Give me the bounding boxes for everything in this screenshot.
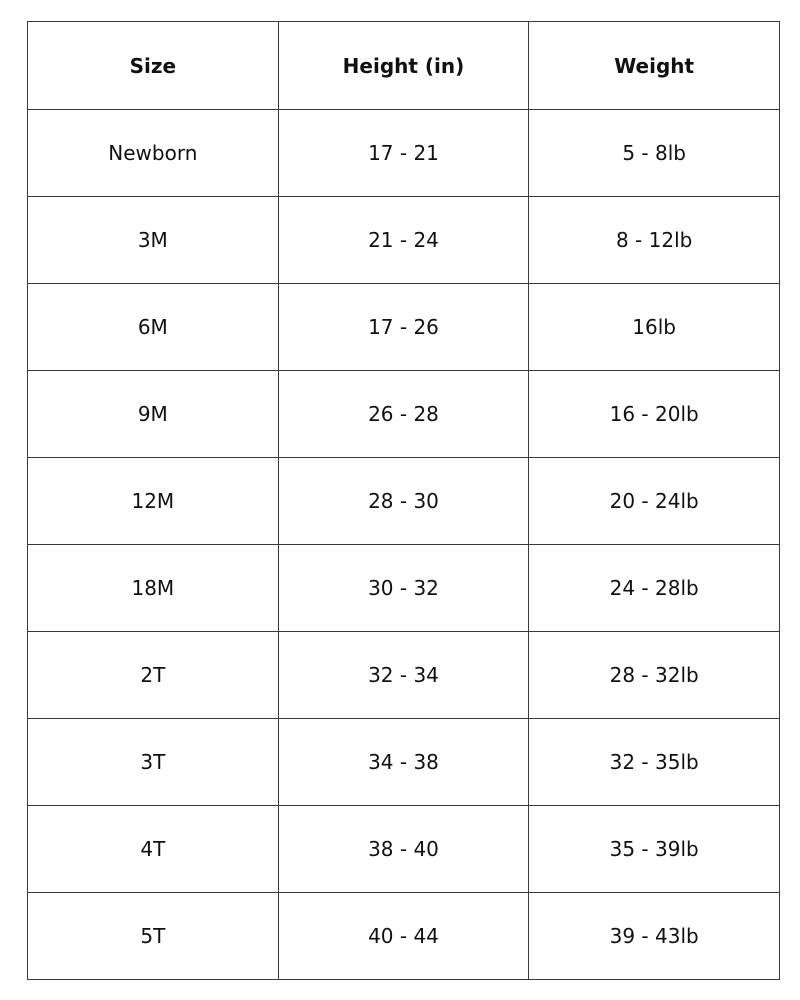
table-row xyxy=(28,806,780,893)
cell-weight: 35 - 39lb xyxy=(529,806,780,893)
cell-height: 40 - 44 xyxy=(278,893,529,980)
cell-size: 9M xyxy=(28,371,279,458)
table-row xyxy=(28,719,780,806)
table-row xyxy=(28,545,780,632)
cell-size: 5T xyxy=(28,893,279,980)
header-size: Size xyxy=(28,22,279,110)
cell-height: 32 - 34 xyxy=(278,632,529,719)
cell-weight: 16lb xyxy=(529,284,780,371)
cell-weight: 28 - 32lb xyxy=(529,632,780,719)
cell-height: 28 - 30 xyxy=(278,458,529,545)
header-weight: Weight xyxy=(529,22,780,110)
cell-height: 21 - 24 xyxy=(278,197,529,284)
cell-weight: 8 - 12lb xyxy=(529,197,780,284)
cell-weight: 20 - 24lb xyxy=(529,458,780,545)
size-chart-table xyxy=(27,21,780,980)
table-row xyxy=(28,893,780,980)
cell-height: 30 - 32 xyxy=(278,545,529,632)
cell-height: 38 - 40 xyxy=(278,806,529,893)
cell-size: 18M xyxy=(28,545,279,632)
cell-weight: 5 - 8lb xyxy=(529,110,780,197)
cell-height: 17 - 26 xyxy=(278,284,529,371)
cell-size: 3T xyxy=(28,719,279,806)
cell-size: 2T xyxy=(28,632,279,719)
cell-weight: 16 - 20lb xyxy=(529,371,780,458)
cell-size: Newborn xyxy=(28,110,279,197)
cell-size: 3M xyxy=(28,197,279,284)
cell-weight: 32 - 35lb xyxy=(529,719,780,806)
cell-height: 34 - 38 xyxy=(278,719,529,806)
table-row xyxy=(28,197,780,284)
cell-height: 17 - 21 xyxy=(278,110,529,197)
header-height: Height (in) xyxy=(278,22,529,110)
cell-weight: 24 - 28lb xyxy=(529,545,780,632)
table-row xyxy=(28,632,780,719)
table-row xyxy=(28,371,780,458)
table-row xyxy=(28,458,780,545)
cell-size: 12M xyxy=(28,458,279,545)
cell-height: 26 - 28 xyxy=(278,371,529,458)
table-header-row xyxy=(28,22,780,110)
cell-size: 4T xyxy=(28,806,279,893)
table-row xyxy=(28,284,780,371)
cell-weight: 39 - 43lb xyxy=(529,893,780,980)
table-row xyxy=(28,110,780,197)
cell-size: 6M xyxy=(28,284,279,371)
